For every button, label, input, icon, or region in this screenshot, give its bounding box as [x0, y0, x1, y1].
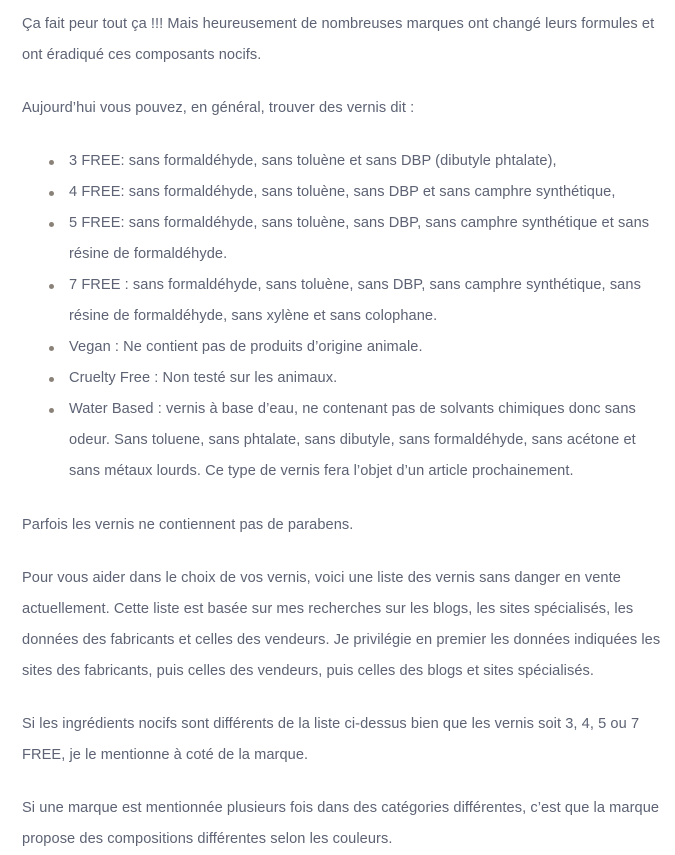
- list-item: 7 FREE : sans formaldéhyde, sans toluène, sans DBP, sans camphre synthétique, sans résine de formaldéhyde, sans xylène et sans colophane.: [48, 270, 665, 332]
- list-item: Vegan : Ne contient pas de produits d’origine animale.: [48, 332, 665, 363]
- paragraph-note-ingredients: Si les ingrédients nocifs sont différents de la liste ci-dessus bien que les vernis soit 3, 4, 5 ou 7 FREE, je le mentionne à coté de la marque.: [22, 716, 640, 763]
- paragraph-list-source: Pour vous aider dans le choix de vos vernis, voici une liste des vernis sans danger en vente actuellement. Cette liste est basée sur mes recherches sur les blogs, les sites spécialisés, les données des fabricants et celles des vendeurs. Je privilégie en premier les données indiquées les sites des fabricants, puis celles des vendeurs, puis celles des blogs et sites spécialisés.: [22, 570, 661, 679]
- list-item: Water Based : vernis à base d’eau, ne contenant pas de solvants chimiques donc sans odeur. Sans toluene, sans phtalate, sans dibutyle, sans formaldéhyde, sans acétone et sans métaux lourds. Ce type de vernis fera l’objet d’un article prochainement.: [48, 394, 665, 487]
- vernis-types-list: [22, 146, 665, 487]
- paragraph-lead-in: Aujourd’hui vous pouvez, en général, trouver des vernis dit :: [22, 100, 415, 116]
- list-item: Cruelty Free : Non testé sur les animaux.: [48, 363, 665, 394]
- paragraph-parabens: Parfois les vernis ne contiennent pas de parabens.: [22, 517, 354, 533]
- list-item: 4 FREE: sans formaldéhyde, sans toluène, sans DBP et sans camphre synthétique,: [48, 177, 665, 208]
- paragraph-note-categories: Si une marque est mentionnée plusieurs fois dans des catégories différentes, c’est que la marque propose des compositions différentes selon les couleurs.: [22, 800, 660, 847]
- list-item: 3 FREE: sans formaldéhyde, sans toluène et sans DBP (dibutyle phtalate),: [48, 146, 665, 177]
- list-item: 5 FREE: sans formaldéhyde, sans toluène, sans DBP, sans camphre synthétique et sans résine de formaldéhyde.: [48, 208, 665, 270]
- paragraph-intro: Ça fait peur tout ça !!! Mais heureusement de nombreuses marques ont changé leurs formules et ont éradiqué ces composants nocifs.: [22, 16, 655, 63]
